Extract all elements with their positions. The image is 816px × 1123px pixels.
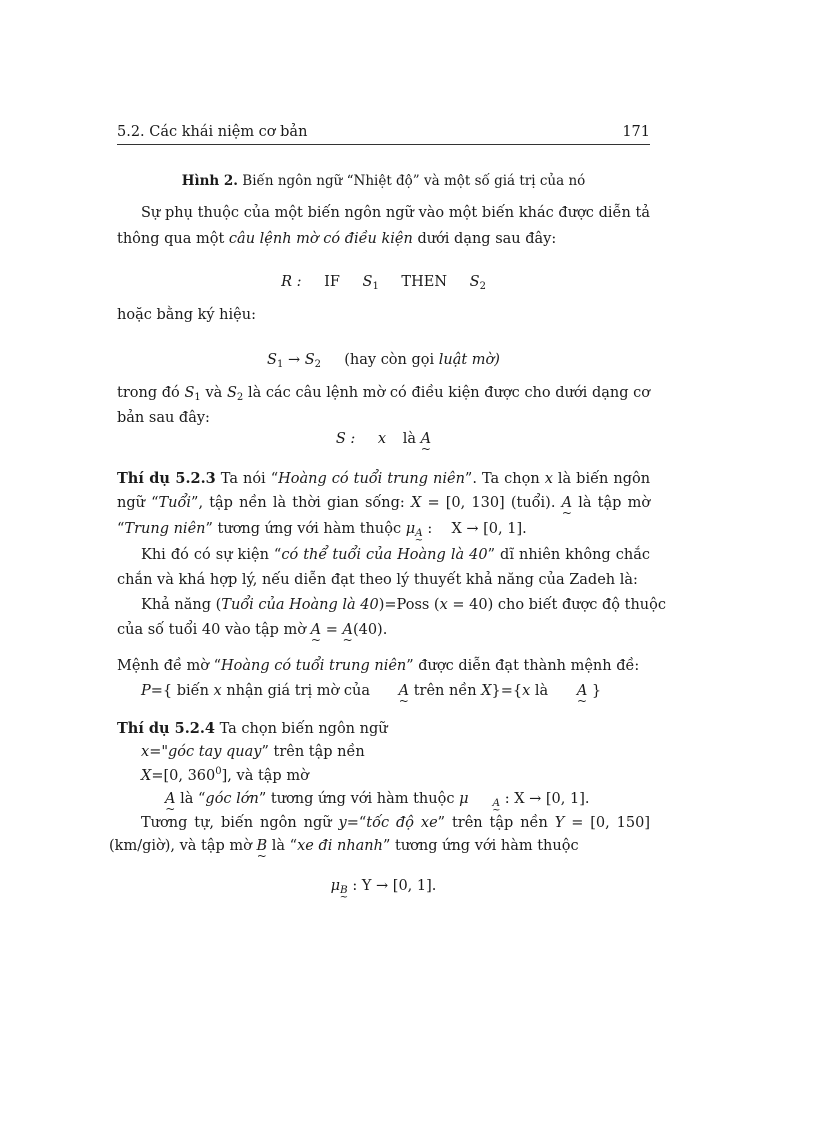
example-523-line-5: chắn và khá hợp lý, nếu diễn đạt theo lý thuyết khả năng của Zadeh là: [117, 572, 638, 588]
basic-form-equation: S : x là A ~ [117, 431, 650, 447]
example-524-line-5: Tương tự, biến ngôn ngữ y=“tốc độ xe” trên tập nền Y = [0, 150] [141, 815, 650, 831]
example-523-line-7: của số tuổi 40 vào tập mờ A ~ = A ~(40). [117, 622, 387, 638]
paragraph-2-line-1: trong đó $S_1$ và $S_2$ là các câu lệnh mờ có điều kiện được cho dưới dạng cơ [117, 385, 651, 403]
rule-equation: R : IF $S_1$ THEN $S_2$ [281, 274, 486, 292]
example-523-line-1: Thí dụ 5.2.3 Ta nói “Hoàng có tuổi trung niên”. Ta chọn x là biến ngôn [117, 470, 651, 487]
membership-equation: $\mu_B$ : Y → [0, 1]. [330, 878, 437, 896]
example-524-line-4: A ~ là “góc lớn” tương ứng với hàm thuộc μ $_A$ : X → [0, 1]. [117, 791, 590, 807]
section-title: 5.2. Các khái niệm cơ bản [117, 124, 308, 140]
caption-label: Hình 2. [181, 173, 238, 189]
proposition-line-1: Mệnh đề mờ “Hoàng có tuổi trung niên” được diễn đạt thành mệnh đề: [117, 658, 640, 674]
example-524-title: Thí dụ 5.2.4 [117, 720, 215, 737]
caption-text: Biến ngôn ngữ “Nhiệt độ” và một số giá trị của nó [242, 173, 586, 189]
example-524-line-2: x="góc tay quay” trên tập nền [141, 744, 365, 760]
example-523-title: Thí dụ 5.2.3 [117, 470, 216, 487]
example-523-line-4: Khi đó có sự kiện “có thể tuổi của Hoàng là 40” dĩ nhiên không chắc [141, 547, 650, 563]
example-523-line-6: Khả năng (Tuổi của Hoàng là 40)=Poss (x = 40) cho biết được độ thuộc [141, 597, 666, 613]
proposition-line-2: P={ biến x nhận giá trị mờ của A ~ trên nền X}={x là A ~ } [117, 683, 601, 699]
book-page [109, 0, 666, 1123]
running-header [117, 124, 650, 145]
paragraph-2-line-2: bản sau đây: [117, 410, 210, 426]
example-523-line-2: ngữ “Tuổi”, tập nền là thời gian sống: X = [0, 130] (tuổi). A ~ là tập mờ [117, 495, 650, 511]
example-524-line-6: (km/giờ), và tập mờ B ~ là “xe đi nhanh” tương ứng với hàm thuộc [109, 838, 579, 854]
figure-caption [117, 173, 650, 189]
page-number: 171 [622, 124, 650, 140]
example-524-line-3: X=[0, $360^0$], và tập mờ [141, 766, 309, 784]
paragraph-1-line-2: thông qua một câu lệnh mờ có điều kiện dưới dạng sau đây: [117, 231, 557, 247]
paragraph-1-line-1: Sự phụ thuộc của một biến ngôn ngữ vào một biến khác được diễn tả [141, 205, 650, 221]
implication-equation: $S_1 \to S_2$ (hay còn gọi luật mờ) [267, 352, 500, 370]
notation-text: hoặc bằng ký hiệu: [117, 307, 256, 323]
example-523-line-3: “Trung niên” tương ứng với hàm thuộc $\mu_A$ : X → [0, 1]. [117, 521, 527, 539]
example-524-line-1: Thí dụ 5.2.4 Ta chọn biến ngôn ngữ [117, 720, 388, 737]
